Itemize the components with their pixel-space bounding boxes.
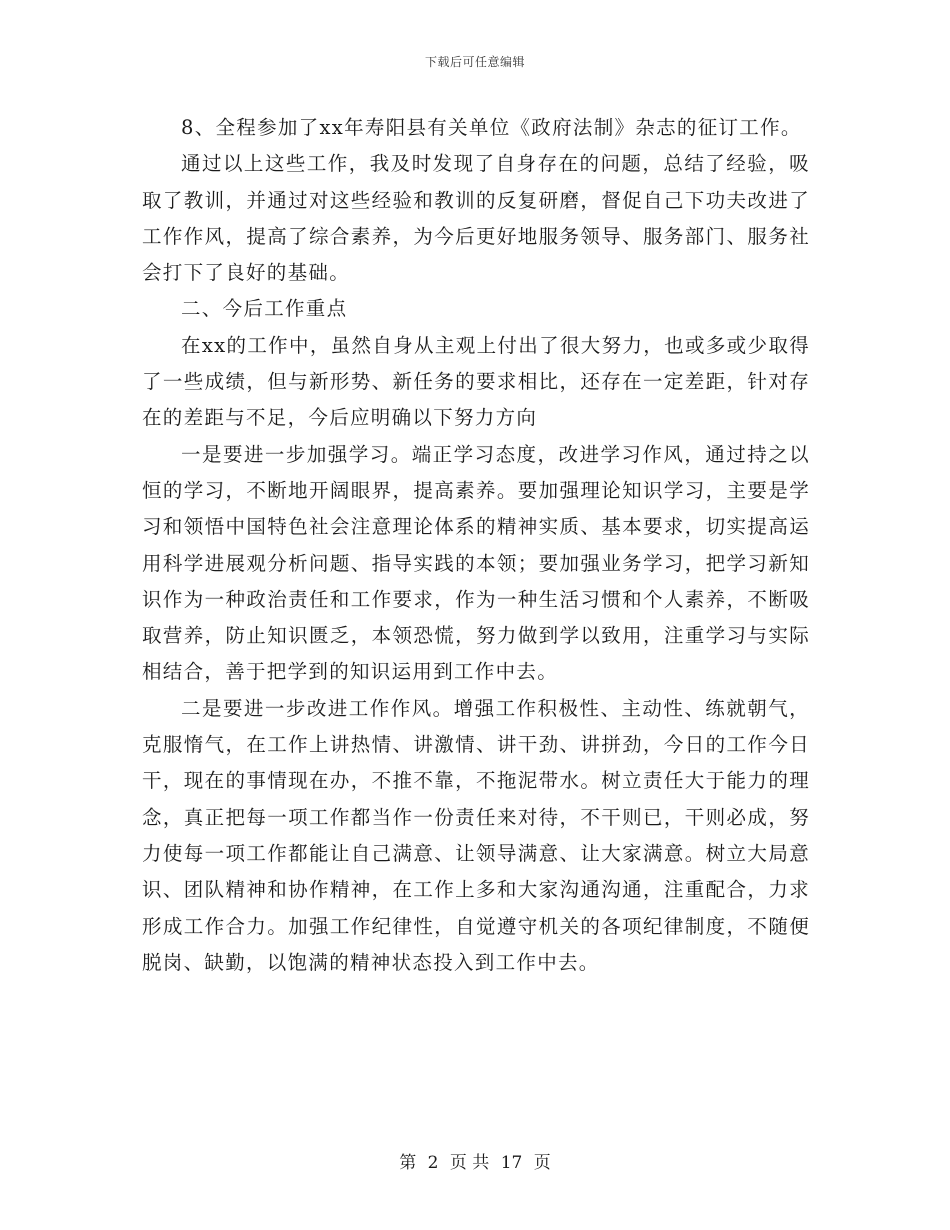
paragraph-item-8: 8、全程参加了xx年寿阳县有关单位《政府法制》杂志的征订工作。 (181, 116, 802, 139)
paragraph-point-one: 一是要进一步加强学习。端正学习态度，改进学习作风，通过持之以恒的学习，不断地开阔眼界，提高素养。要加强理论知识学习，主要是学习和领悟中国特色社会注意理论体系的精神实质、基本要求，切实提高运用科学进展观分析问题、指导实践的本领；要加强业务学习，把学习新知识作为一种政治责任和工作要求，作为一种生活习惯和个人素养，不断吸取营养，防止知识匮乏，本领恐慌，努力做到学以致用，注重学习与实际相结合，善于把学到的知识运用到工作中去。 (142, 442, 810, 684)
paragraph-summary: 通过以上这些工作，我及时发现了自身存在的问题，总结了经验，吸取了教训，并通过对这些经验和教训的反复研磨，督促自己下功夫改进了工作作风，提高了综合素养，为今后更好地服务领导、服务部门、服务社会打下了良好的基础。 (142, 152, 810, 285)
page-footer (0, 1148, 950, 1173)
footer-page-number: 2 (427, 1153, 439, 1173)
document-body (142, 110, 810, 981)
footer-suffix: 页 (533, 1153, 551, 1173)
footer-middle: 页 共 (449, 1153, 490, 1173)
section-heading: 二、今后工作重点 (181, 297, 348, 321)
paragraph-intro: 在xx的工作中，虽然自身从主观上付出了很大努力，也或多或少取得了一些成绩，但与新形势、新任务的要求相比，还存在一定差距，针对存在的差距与不足，今后应明确以下努力方向 (142, 333, 810, 430)
footer-total-pages: 17 (500, 1153, 523, 1173)
paragraph-point-two: 二是要进一步改进工作作风。增强工作积极性、主动性、练就朝气，克服惰气，在工作上讲热情、讲激情、讲干劲、讲拼劲，今日的工作今日干，现在的事情现在办，不推不靠，不拖泥带水。树立责任大于能力的理念，真正把每一项工作都当作一份责任来对待，不干则已，干则必成，努力使每一项工作都能让自己满意、让领导满意、让大家满意。树立大局意识、团队精神和协作精神，在工作上多和大家沟通沟通，注重配合，力求形成工作合力。加强工作纪律性，自觉遵守机关的各项纪律制度，不随便脱岗、缺勤，以饱满的精神状态投入到工作中去。 (142, 696, 810, 974)
page-header-note: 下载后可任意编辑 (424, 55, 525, 69)
footer-prefix: 第 (399, 1153, 417, 1173)
